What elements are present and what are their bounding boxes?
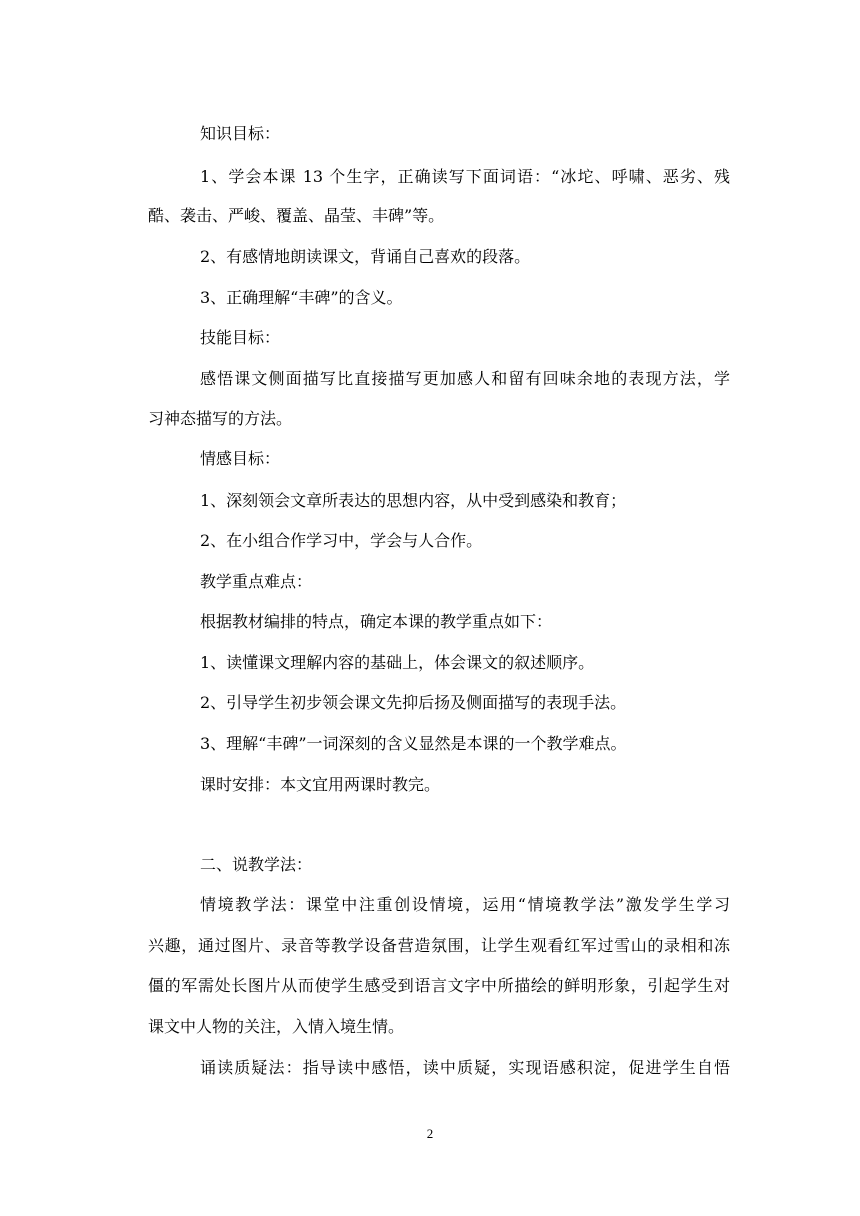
text-line: 3、正确理解“丰碑”的含义。	[200, 288, 403, 307]
text-line: 情感目标：	[200, 449, 281, 468]
text-line: 习神态描写的方法。	[148, 409, 293, 428]
text-line: 情境教学法：课堂中注重创设情境，运用“情境教学法”激发学生学习	[200, 895, 730, 914]
text-line: 1、深刻领会文章所表达的思想内容，从中受到感染和教育；	[200, 491, 627, 510]
text-line: 2、在小组合作学习中，学会与人合作。	[200, 531, 483, 550]
text-line: 兴趣，通过图片、录音等教学设备营造氛围，让学生观看红军过雪山的录相和冻	[148, 936, 730, 955]
text-line: 课文中人物的关注，入情入境生情。	[148, 1017, 405, 1036]
text-line: 1、学会本课 13 个生字，正确读写下面词语：“冰坨、呼啸、恶劣、残	[200, 167, 730, 186]
text-line: 1、读懂课文理解内容的基础上，体会课文的叙述顺序。	[200, 653, 595, 672]
text-line: 2、引导学生初步领会课文先抑后扬及侧面描写的表现手法。	[200, 693, 627, 712]
text-line: 2、有感情地朗读课文，背诵自己喜欢的段落。	[200, 247, 531, 266]
text-line: 技能目标：	[200, 328, 281, 347]
text-line: 3、理解“丰碑”一词深刻的含义显然是本课的一个教学难点。	[200, 734, 627, 753]
text-line: 二、说教学法：	[200, 855, 313, 874]
text-line: 诵读质疑法：指导读中感悟，读中质疑，实现语感积淀，促进学生自悟	[200, 1058, 730, 1077]
text-line: 课时安排：本文宜用两课时教完。	[200, 775, 441, 794]
text-line: 根据教材编排的特点，确定本课的教学重点如下：	[200, 612, 553, 631]
page-number: 2	[426, 1126, 434, 1141]
text-line: 僵的军需处长图片从而使学生感受到语言文字中所描绘的鲜明形象，引起学生对	[148, 976, 730, 995]
text-line: 教学重点难点：	[200, 572, 313, 591]
text-line: 感悟课文侧面描写比直接描写更加感人和留有回味余地的表现方法，学	[200, 369, 730, 388]
text-line: 知识目标：	[200, 124, 281, 143]
text-line: 酷、袭击、严峻、覆盖、晶莹、丰碑”等。	[148, 206, 445, 225]
